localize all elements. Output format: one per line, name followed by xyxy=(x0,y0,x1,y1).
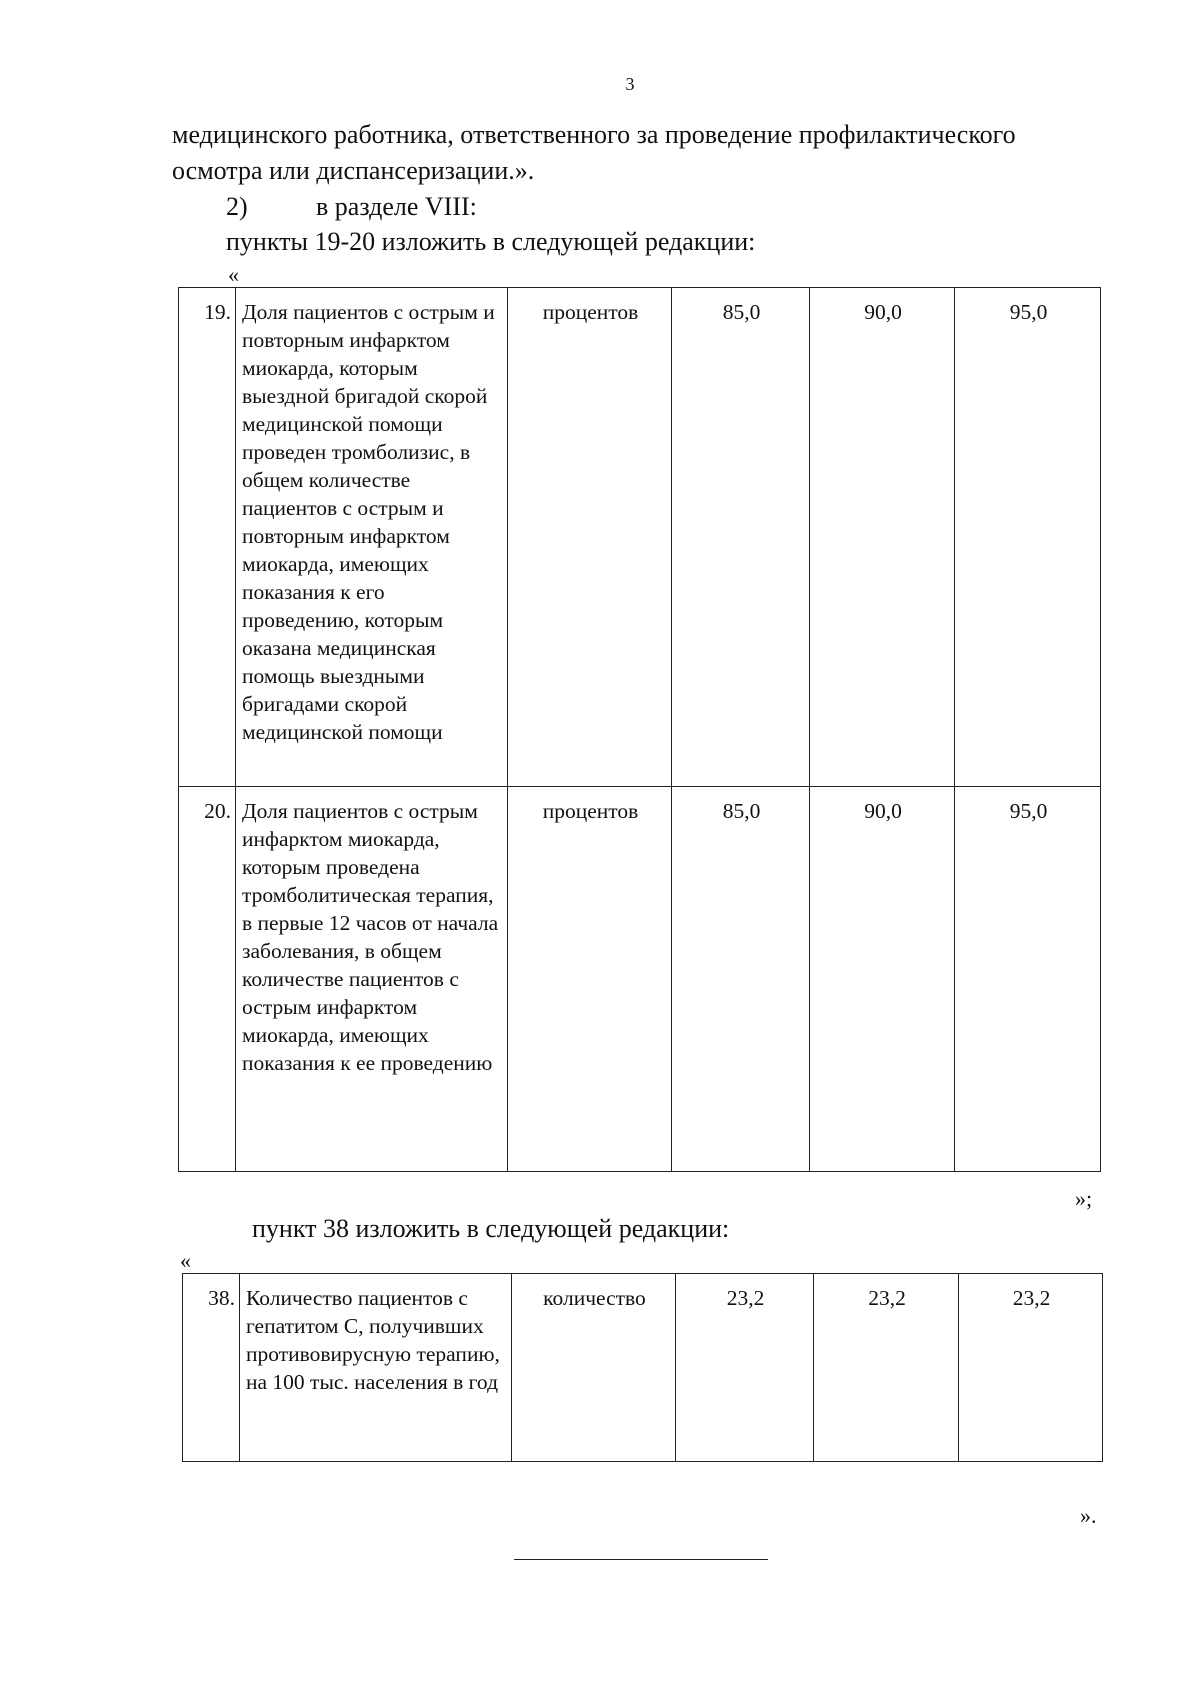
row-value-3: 95,0 xyxy=(955,787,1101,1172)
row-description: Доля пациентов с острым и повторным инфарктом миокарда, которым выездной бригадой скорой медицинской помощи проведен тромболизис, в общем количестве пациентов с острым и повторным инфарктом миокарда, имеющих показания к его проведению, которым оказана медицинская помощь выездными бригадами скорой медицинской помощи xyxy=(236,288,508,787)
row-unit: количество xyxy=(512,1274,676,1462)
table-row xyxy=(183,1274,1103,1462)
footer-divider xyxy=(514,1559,768,1560)
close-quote-1: »; xyxy=(1075,1186,1093,1211)
row-value-2: 23,2 xyxy=(814,1274,959,1462)
table-items-19-20 xyxy=(178,287,1101,1172)
row-value-2: 90,0 xyxy=(810,787,955,1172)
close-quote-2: ». xyxy=(1080,1503,1097,1528)
instruction-item-38: пункт 38 изложить в следующей редакции: xyxy=(252,1214,730,1243)
intro-line-2: осмотра или диспансеризации.». xyxy=(172,156,535,185)
intro-line-1: медицинского работника, ответственного за проведение профилактического xyxy=(172,120,1016,149)
row-unit: процентов xyxy=(508,288,672,787)
table-row xyxy=(179,288,1101,787)
row-value-3: 95,0 xyxy=(955,288,1101,787)
row-number: 20. xyxy=(179,787,236,1172)
open-quote-1: « xyxy=(228,262,239,287)
table-row xyxy=(179,787,1101,1172)
page-number: 3 xyxy=(625,74,635,94)
row-number: 19. xyxy=(179,288,236,787)
row-value-2: 90,0 xyxy=(810,288,955,787)
row-description: Количество пациентов с гепатитом С, получивших противовирусную терапию, на 100 тыс. населения в год xyxy=(240,1274,512,1462)
open-quote-2: « xyxy=(180,1248,191,1273)
row-value-3: 23,2 xyxy=(959,1274,1103,1462)
row-value-1: 23,2 xyxy=(676,1274,814,1462)
row-value-1: 85,0 xyxy=(672,288,810,787)
instruction-items-19-20: пункты 19-20 изложить в следующей редакции: xyxy=(226,227,756,256)
item-number: 2) xyxy=(226,192,248,221)
row-number: 38. xyxy=(183,1274,240,1462)
table-item-38 xyxy=(182,1273,1103,1462)
row-value-1: 85,0 xyxy=(672,787,810,1172)
row-unit: процентов xyxy=(508,787,672,1172)
item-text: в разделе VIII: xyxy=(316,192,477,221)
row-description: Доля пациентов с острым инфарктом миокарда, которым проведена тромболитическая терапия, в первые 12 часов от начала заболевания, в общем количестве пациентов с острым инфарктом миокарда, имеющих показания к ее проведению xyxy=(236,787,508,1172)
